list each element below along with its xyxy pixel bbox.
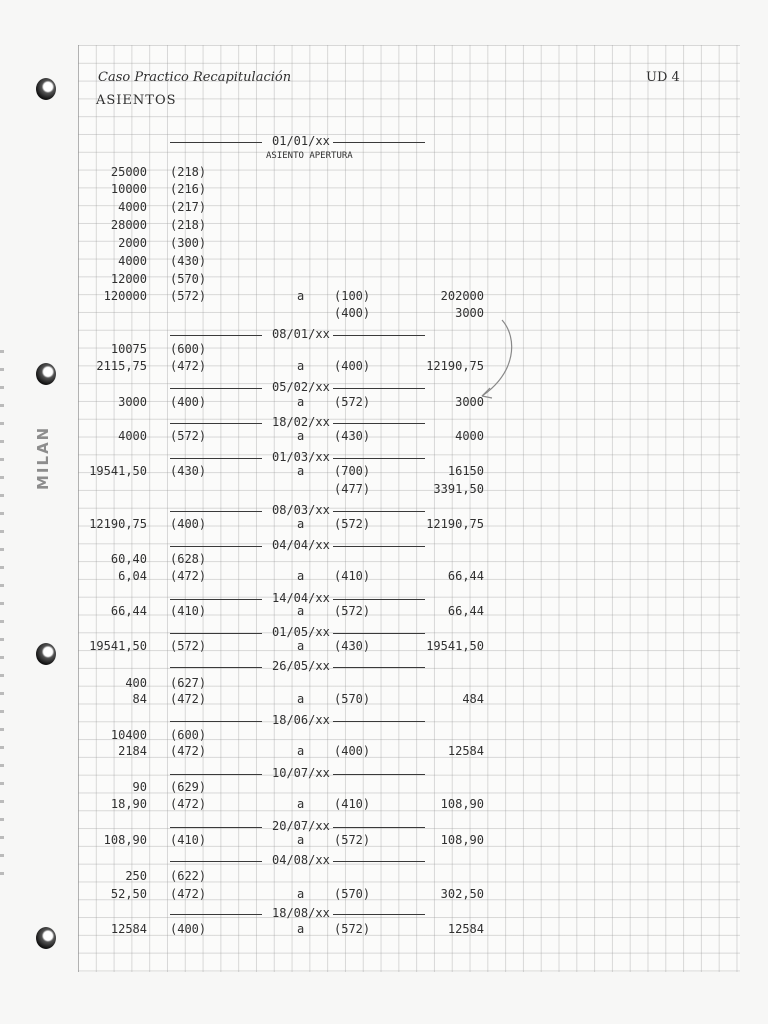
date-separator-line [333, 774, 425, 775]
date-separator-line [333, 511, 425, 512]
credit-amount: 484 [462, 692, 484, 706]
credit-amount: 12584 [447, 744, 484, 758]
credit-amount: 108,90 [440, 797, 484, 811]
credit-account: (410) [334, 569, 371, 583]
entry-date: 04/08/xx [272, 853, 330, 867]
debit-amount: 19541,50 [89, 639, 147, 653]
date-separator-line [170, 142, 262, 143]
perforation-mark [0, 422, 4, 425]
debit-account: (572) [170, 429, 207, 443]
preposition-a: a [297, 797, 305, 811]
debit-amount: 10400 [110, 728, 147, 742]
perforation-mark [0, 440, 4, 443]
credit-amount: 4000 [455, 429, 484, 443]
debit-account: (400) [170, 922, 207, 936]
perforation-mark [0, 602, 4, 605]
debit-account: (472) [170, 797, 207, 811]
date-separator-line [333, 546, 425, 547]
credit-account: (572) [334, 604, 371, 618]
credit-amount: 108,90 [440, 833, 484, 847]
debit-amount: 3000 [118, 395, 147, 409]
date-separator-line [333, 599, 425, 600]
perforation-mark [0, 854, 4, 857]
debit-account: (628) [170, 552, 207, 566]
debit-amount: 2115,75 [96, 359, 147, 373]
debit-amount: 25000 [110, 165, 147, 179]
date-separator-line [333, 633, 425, 634]
debit-account: (472) [170, 744, 207, 758]
perforation-mark [0, 872, 4, 875]
perforation-mark [0, 656, 4, 659]
preposition-a: a [297, 395, 305, 409]
date-separator-line [170, 633, 262, 634]
debit-amount: 52,50 [110, 887, 147, 901]
debit-account: (216) [170, 182, 207, 196]
debit-amount: 90 [132, 780, 147, 794]
date-separator-line [333, 721, 425, 722]
debit-account: (400) [170, 517, 207, 531]
binder-hole [36, 643, 56, 665]
credit-account: (572) [334, 395, 371, 409]
entry-date: 05/02/xx [272, 380, 330, 394]
debit-account: (472) [170, 887, 207, 901]
perforation-mark [0, 746, 4, 749]
preposition-a: a [297, 429, 305, 443]
date-separator-line [170, 423, 262, 424]
date-separator-line [170, 721, 262, 722]
debit-amount: 108,90 [103, 833, 147, 847]
date-separator-line [333, 458, 425, 459]
credit-account: (572) [334, 922, 371, 936]
debit-account: (217) [170, 200, 207, 214]
perforation-mark [0, 782, 4, 785]
debit-amount: 28000 [110, 218, 147, 232]
debit-account: (472) [170, 359, 207, 373]
entry-date: 08/01/xx [272, 327, 330, 341]
date-separator-line [333, 827, 425, 828]
credit-account: (100) [334, 289, 371, 303]
debit-account: (622) [170, 869, 207, 883]
credit-amount: 3391,50 [433, 482, 484, 496]
debit-account: (472) [170, 692, 207, 706]
credit-amount: 66,44 [447, 569, 484, 583]
preposition-a: a [297, 922, 305, 936]
debit-account: (430) [170, 254, 207, 268]
credit-account: (430) [334, 429, 371, 443]
entry-date: 01/03/xx [272, 450, 330, 464]
debit-account: (572) [170, 289, 207, 303]
credit-account: (477) [334, 482, 371, 496]
preposition-a: a [297, 604, 305, 618]
date-separator-line [333, 335, 425, 336]
debit-amount: 66,44 [110, 604, 147, 618]
debit-account: (572) [170, 639, 207, 653]
date-separator-line [333, 861, 425, 862]
debit-amount: 4000 [118, 429, 147, 443]
date-separator-line [333, 914, 425, 915]
perforation-mark [0, 530, 4, 533]
credit-account: (400) [334, 359, 371, 373]
date-separator-line [333, 667, 425, 668]
entry-date: 18/06/xx [272, 713, 330, 727]
preposition-a: a [297, 692, 305, 706]
credit-amount: 12584 [447, 922, 484, 936]
debit-account: (600) [170, 342, 207, 356]
perforation-mark [0, 386, 4, 389]
perforation-mark [0, 368, 4, 371]
perforation-mark [0, 548, 4, 551]
entry-date: 10/07/xx [272, 766, 330, 780]
binder-hole [36, 78, 56, 100]
date-separator-line [170, 667, 262, 668]
debit-amount: 6,04 [118, 569, 147, 583]
debit-account: (627) [170, 676, 207, 690]
debit-account: (430) [170, 464, 207, 478]
preposition-a: a [297, 517, 305, 531]
debit-account: (300) [170, 236, 207, 250]
curved-arrow-icon [470, 318, 520, 408]
entry-date: 18/02/xx [272, 415, 330, 429]
date-separator-line [170, 914, 262, 915]
credit-amount: 16150 [447, 464, 484, 478]
debit-amount: 4000 [118, 254, 147, 268]
debit-amount: 18,90 [110, 797, 147, 811]
debit-amount: 10000 [110, 182, 147, 196]
date-separator-line [333, 388, 425, 389]
perforation-mark [0, 566, 4, 569]
perforation-mark [0, 674, 4, 677]
binder-hole [36, 363, 56, 385]
debit-amount: 120000 [103, 289, 147, 303]
perforation-mark [0, 638, 4, 641]
preposition-a: a [297, 464, 305, 478]
perforation-mark [0, 764, 4, 767]
perforation-mark [0, 584, 4, 587]
entry-date: 08/03/xx [272, 503, 330, 517]
credit-account: (572) [334, 833, 371, 847]
perforation-mark [0, 404, 4, 407]
credit-amount: 3000 [455, 395, 484, 409]
perforation-mark [0, 728, 4, 731]
perforation-mark [0, 800, 4, 803]
credit-account: (570) [334, 887, 371, 901]
entry-date: 01/01/xx [272, 134, 330, 148]
date-separator-line [333, 142, 425, 143]
credit-account: (410) [334, 797, 371, 811]
entry-date: 14/04/xx [272, 591, 330, 605]
debit-amount: 400 [125, 676, 147, 690]
date-separator-line [170, 546, 262, 547]
entry-note: ASIENTO APERTURA [266, 151, 353, 161]
credit-amount: 66,44 [447, 604, 484, 618]
entry-date: 26/05/xx [272, 659, 330, 673]
brand-mark: MILAN [34, 425, 52, 490]
debit-account: (629) [170, 780, 207, 794]
perforation-mark [0, 458, 4, 461]
perforation-mark [0, 836, 4, 839]
debit-account: (218) [170, 165, 207, 179]
page-title: Caso Practico Recapitulación [98, 70, 292, 85]
preposition-a: a [297, 887, 305, 901]
date-separator-line [170, 511, 262, 512]
date-separator-line [333, 423, 425, 424]
debit-account: (400) [170, 395, 207, 409]
credit-account: (400) [334, 744, 371, 758]
perforation-mark [0, 620, 4, 623]
date-separator-line [170, 827, 262, 828]
debit-amount: 2000 [118, 236, 147, 250]
preposition-a: a [297, 359, 305, 373]
credit-amount: 12190,75 [426, 517, 484, 531]
entry-date: 20/07/xx [272, 819, 330, 833]
perforation-mark [0, 710, 4, 713]
debit-amount: 2184 [118, 744, 147, 758]
credit-account: (400) [334, 306, 371, 320]
debit-account: (410) [170, 604, 207, 618]
date-separator-line [170, 388, 262, 389]
debit-amount: 19541,50 [89, 464, 147, 478]
date-separator-line [170, 599, 262, 600]
page-subtitle: ASIENTOS [96, 93, 177, 108]
perforation-mark [0, 512, 4, 515]
debit-account: (570) [170, 272, 207, 286]
credit-account: (700) [334, 464, 371, 478]
binder-hole [36, 927, 56, 949]
date-separator-line [170, 335, 262, 336]
date-separator-line [170, 458, 262, 459]
debit-amount: 12190,75 [89, 517, 147, 531]
debit-amount: 10075 [110, 342, 147, 356]
credit-amount: 202000 [440, 289, 484, 303]
preposition-a: a [297, 744, 305, 758]
debit-amount: 4000 [118, 200, 147, 214]
credit-account: (570) [334, 692, 371, 706]
credit-amount: 3000 [455, 306, 484, 320]
debit-account: (472) [170, 569, 207, 583]
entry-date: 18/08/xx [272, 906, 330, 920]
debit-account: (410) [170, 833, 207, 847]
date-separator-line [170, 861, 262, 862]
preposition-a: a [297, 289, 305, 303]
preposition-a: a [297, 833, 305, 847]
unit-label: UD 4 [646, 70, 680, 85]
debit-amount: 12584 [110, 922, 147, 936]
perforation-mark [0, 692, 4, 695]
credit-amount: 19541,50 [426, 639, 484, 653]
debit-amount: 60,40 [110, 552, 147, 566]
perforation-mark [0, 476, 4, 479]
perforation-mark [0, 494, 4, 497]
perforation-mark [0, 818, 4, 821]
debit-account: (600) [170, 728, 207, 742]
debit-account: (218) [170, 218, 207, 232]
preposition-a: a [297, 569, 305, 583]
credit-amount: 302,50 [440, 887, 484, 901]
debit-amount: 12000 [110, 272, 147, 286]
perforation-mark [0, 350, 4, 353]
credit-amount: 12190,75 [426, 359, 484, 373]
debit-amount: 250 [125, 869, 147, 883]
debit-amount: 84 [132, 692, 147, 706]
date-separator-line [170, 774, 262, 775]
preposition-a: a [297, 639, 305, 653]
credit-account: (430) [334, 639, 371, 653]
entry-date: 04/04/xx [272, 538, 330, 552]
credit-account: (572) [334, 517, 371, 531]
entry-date: 01/05/xx [272, 625, 330, 639]
